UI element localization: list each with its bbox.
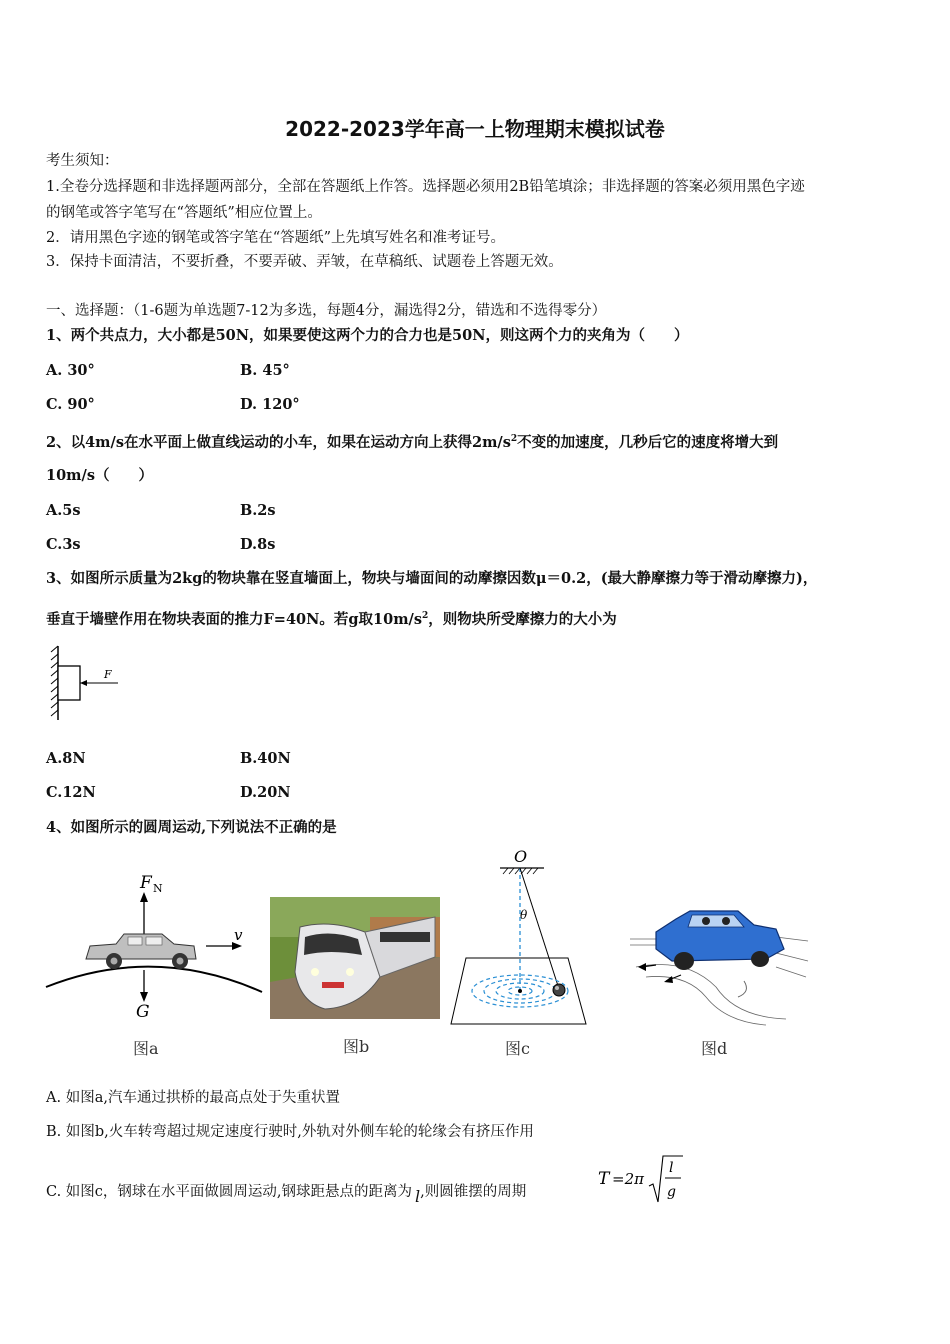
q2-option-d[interactable]: D.8s	[240, 536, 276, 553]
blue-car-icon	[656, 911, 784, 970]
notice-line-1b: 的钢笔或答字笔写在“答题纸”相应位置上。	[46, 205, 322, 221]
q4-option-b[interactable]: B. 如图b,火车转弯超过规定速度行驶时,外轨对外侧车轮的轮缘会有挤压作用	[46, 1124, 534, 1140]
section-heading: 一、选择题：（1-6题为单选题7-12为多选，每题4分，漏选得2分，错选和不选得零分）	[46, 303, 607, 319]
q2-option-c[interactable]: C.3s	[46, 536, 81, 553]
wall-block-diagram	[48, 642, 138, 722]
question-3-stem: 3、如图所示质量为2kg的物块靠在竖直墙面上，物块与墙面间的动摩擦因数μ＝0.2，(最大静摩擦力等于滑动摩擦力)，	[46, 570, 818, 587]
q1-option-a[interactable]: A. 30°	[46, 362, 95, 379]
notice-line-1: 1.全卷分选择题和非选择题两部分，全部在答题纸上作答。选择题必须用2B铅笔填涂；非选择题的答案必须用黑色字迹	[46, 179, 805, 195]
q3-stem2-part-a: 垂直于墙壁作用在物块表面的推力F=40N。若g取10m/s	[46, 610, 422, 628]
figure-d-caption: 图d	[701, 1039, 728, 1058]
figure-c-conical-pendulum	[448, 846, 593, 1026]
formula-t: T	[598, 1169, 610, 1189]
car-icon	[86, 934, 196, 969]
figure-d-skidding-car	[626, 897, 811, 1029]
q3-option-a[interactable]: A.8N	[46, 750, 86, 767]
q4-option-c-part-a: C. 如图c，钢球在水平面做圆周运动,钢球距悬点的距离为	[46, 1184, 413, 1200]
figure-c-caption: 图c	[505, 1039, 530, 1058]
g-label: G	[136, 1002, 150, 1022]
q3-option-d[interactable]: D.20N	[240, 784, 291, 801]
q1-option-b[interactable]: B. 45°	[240, 362, 290, 379]
formula-numerator: l	[669, 1160, 674, 1176]
q3-option-c[interactable]: C.12N	[46, 784, 96, 801]
period-formula	[597, 1152, 687, 1206]
question-4-stem: 4、如图所示的圆周运动,下列说法不正确的是	[46, 819, 337, 836]
fn-label: F	[140, 873, 152, 893]
figure-b-train-photo	[270, 897, 440, 1019]
q1-option-c[interactable]: C. 90°	[46, 396, 95, 413]
v-label: v	[234, 926, 243, 944]
page-title: 2022-2023学年高一上物理期末模拟试卷	[285, 117, 665, 141]
notice-line-3: 3．保持卡面清洁，不要折叠，不要弄破、弄皱，在草稿纸、试题卷上答题无效。	[46, 254, 563, 270]
q2-option-b[interactable]: B.2s	[240, 502, 276, 519]
fn-sub-label: N	[153, 882, 163, 895]
question-1-stem: 1、两个共点力，大小都是50N，如果要使这两个力的合力也是50N，则这两个力的夹角为（ ）	[46, 327, 689, 344]
q2-stem-part-b: 不变的加速度，几秒后它的速度将增大到	[517, 433, 779, 451]
q1-option-d[interactable]: D. 120°	[240, 396, 300, 413]
theta-label: θ	[520, 908, 528, 922]
question-3-stem-line2	[46, 606, 617, 630]
o-label: O	[514, 847, 528, 866]
q4-option-a[interactable]: A. 如图a,汽车通过拱桥的最高点处于失重状置	[46, 1090, 340, 1106]
question-2-stem	[46, 429, 778, 453]
q2-stem-sup: 2	[510, 434, 518, 444]
q4-option-c[interactable]	[46, 1180, 527, 1206]
q2-stem-part-a: 2、以4m/s在水平面上做直线运动的小车，如果在运动方向上获得2m/s	[46, 433, 511, 451]
force-label: F	[104, 668, 112, 681]
q4-option-c-part-b: ,则圆锥摆的周期	[420, 1184, 527, 1200]
figure-a-caption: 图a	[133, 1039, 159, 1058]
formula-denominator: g	[667, 1184, 676, 1200]
notice-heading: 考生须知：	[46, 153, 119, 169]
q2-option-a[interactable]: A.5s	[46, 502, 81, 519]
notice-line-2: 2．请用黑色字迹的钢笔或答字笔在“答题纸”上先填写姓名和准考证号。	[46, 230, 506, 246]
formula-eq: =2π	[612, 1170, 644, 1188]
q3-stem2-sup: 2	[422, 611, 429, 621]
figure-b-caption: 图b	[343, 1037, 370, 1056]
q3-stem2-part-b: ，则物块所受摩擦力的大小为	[428, 610, 617, 628]
figure-a-car-on-bridge	[44, 864, 264, 1024]
question-2-stem-line2: 10m/s（ ）	[46, 467, 153, 484]
q3-option-b[interactable]: B.40N	[240, 750, 291, 767]
q4-option-c-l: l	[415, 1187, 421, 1206]
